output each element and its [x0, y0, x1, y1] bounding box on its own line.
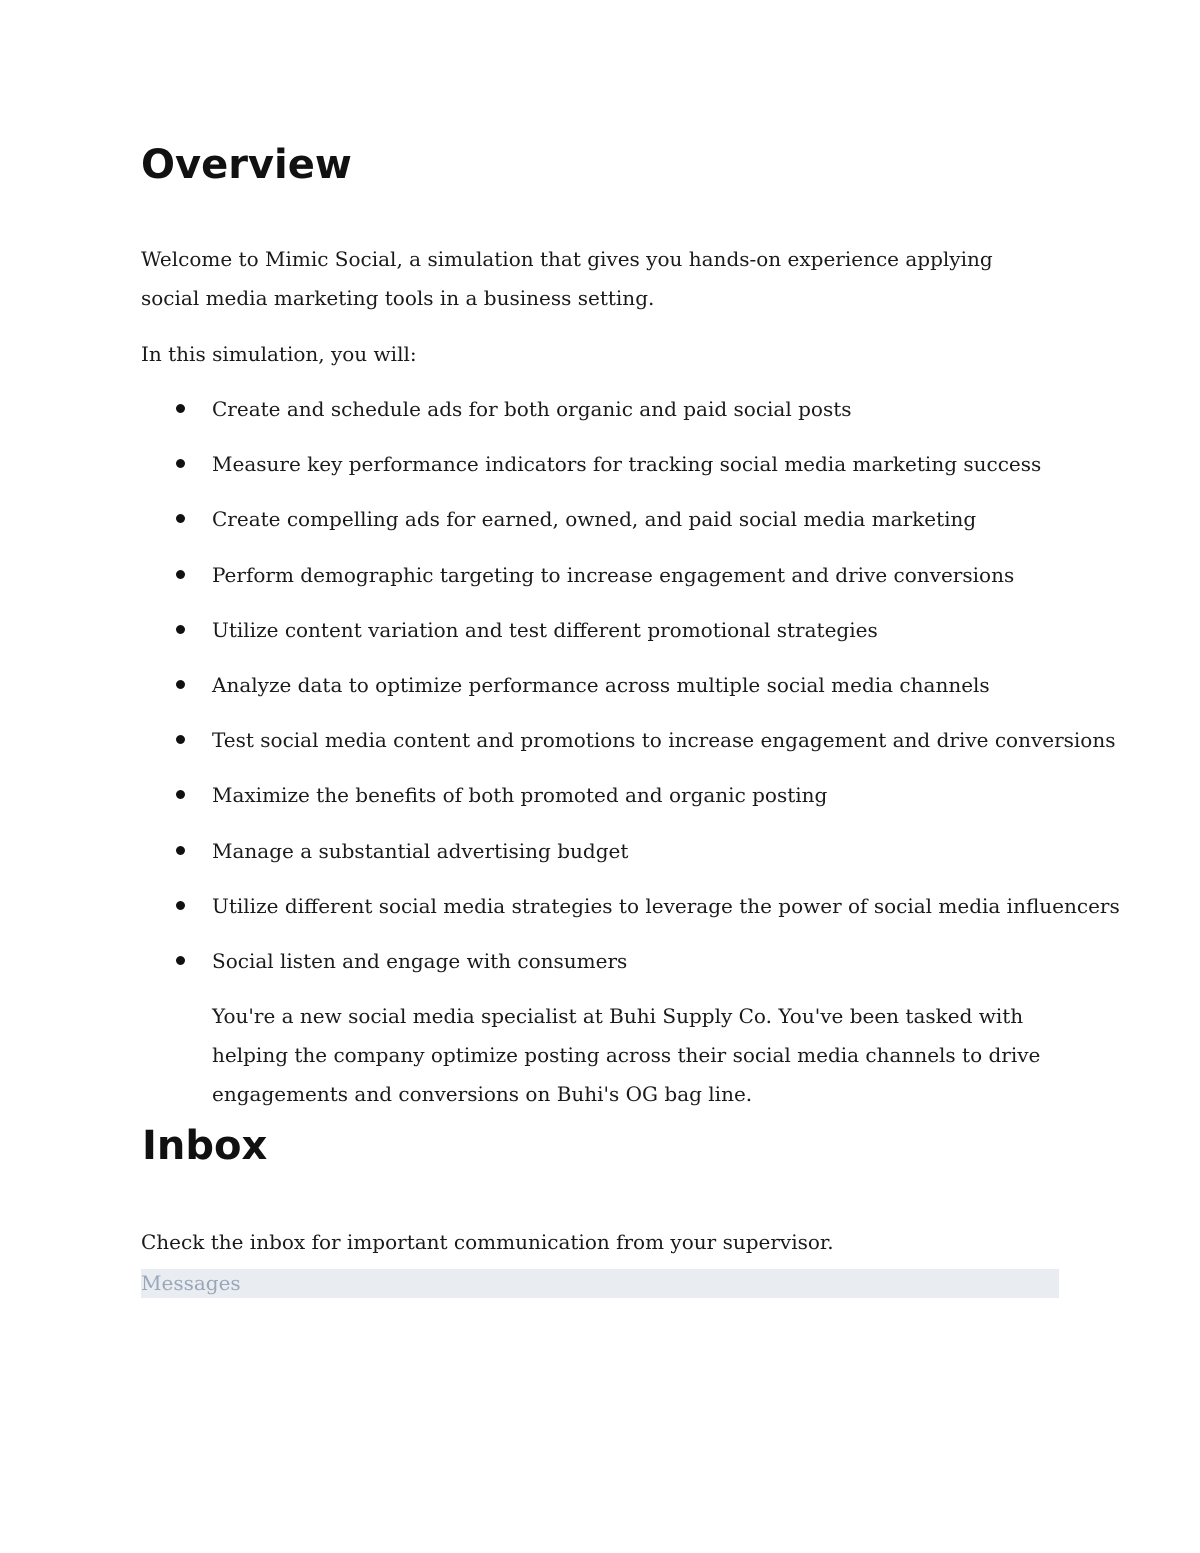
list-item-text: Measure key performance indicators for tracking social media marketing success [212, 452, 1042, 477]
list-item [141, 500, 1059, 555]
messages-panel[interactable] [141, 1269, 1059, 1298]
bullet-icon [176, 404, 185, 413]
list-item [141, 556, 1059, 611]
list-item [141, 887, 1120, 942]
bullet-icon [176, 514, 185, 523]
overview-heading: Overview [141, 142, 352, 188]
list-item [141, 611, 1059, 666]
list-item-text: Maximize the benefits of both promoted and organic posting [212, 783, 828, 808]
list-item [141, 666, 1059, 721]
list-item-text: Utilize content variation and test different promotional strategies [212, 617, 878, 642]
overview-intro-paragraph: Welcome to Mimic Social, a simulation that gives you hands-on experience applying social media marketing tools in a business setting. [141, 247, 993, 310]
inbox-instruction-text: Check the inbox for important communication from your supervisor. [141, 1230, 834, 1254]
inbox-heading: Inbox [142, 1123, 268, 1169]
bullet-icon [176, 846, 185, 855]
bullet-icon [176, 625, 185, 634]
list-item-text: Utilize different social media strategies to leverage the power of social media influencers [212, 893, 1120, 918]
list-item-text: Create and schedule ads for both organic and paid social posts [212, 397, 852, 421]
bullet-icon [176, 956, 185, 965]
list-item [141, 942, 1059, 997]
list-item-text: Social listen and engage with consumers [212, 948, 628, 973]
objectives-list [141, 390, 1120, 997]
list-item [141, 721, 1116, 776]
list-item [141, 832, 1059, 887]
bullet-icon [176, 790, 185, 799]
bullet-icon [176, 680, 185, 689]
list-item-text: Manage a substantial advertising budget [212, 838, 629, 863]
list-item [141, 776, 1059, 831]
list-item [141, 390, 1059, 445]
list-item-text: Perform demographic targeting to increase engagement and drive conversions [212, 562, 1015, 587]
bullet-icon [176, 570, 185, 579]
list-item-text: Create compelling ads for earned, owned, and paid social media marketing [212, 507, 977, 532]
overview-lead-text: In this simulation, you will: [141, 342, 417, 366]
scenario-paragraph: You're a new social media specialist at Buhi Supply Co. You've been tasked with helping the company optimize posting across their social media channels to drive engagements and conversions on Buhi's OG bag line. [212, 1004, 1041, 1106]
bullet-icon [176, 901, 185, 910]
bullet-icon [176, 735, 185, 744]
list-item-text: Test social media content and promotions to increase engagement and drive conversions [212, 728, 1116, 753]
list-item [141, 445, 1059, 500]
bullet-icon [176, 459, 185, 468]
messages-label: Messages [141, 1271, 241, 1295]
list-item-text: Analyze data to optimize performance across multiple social media channels [212, 672, 990, 697]
